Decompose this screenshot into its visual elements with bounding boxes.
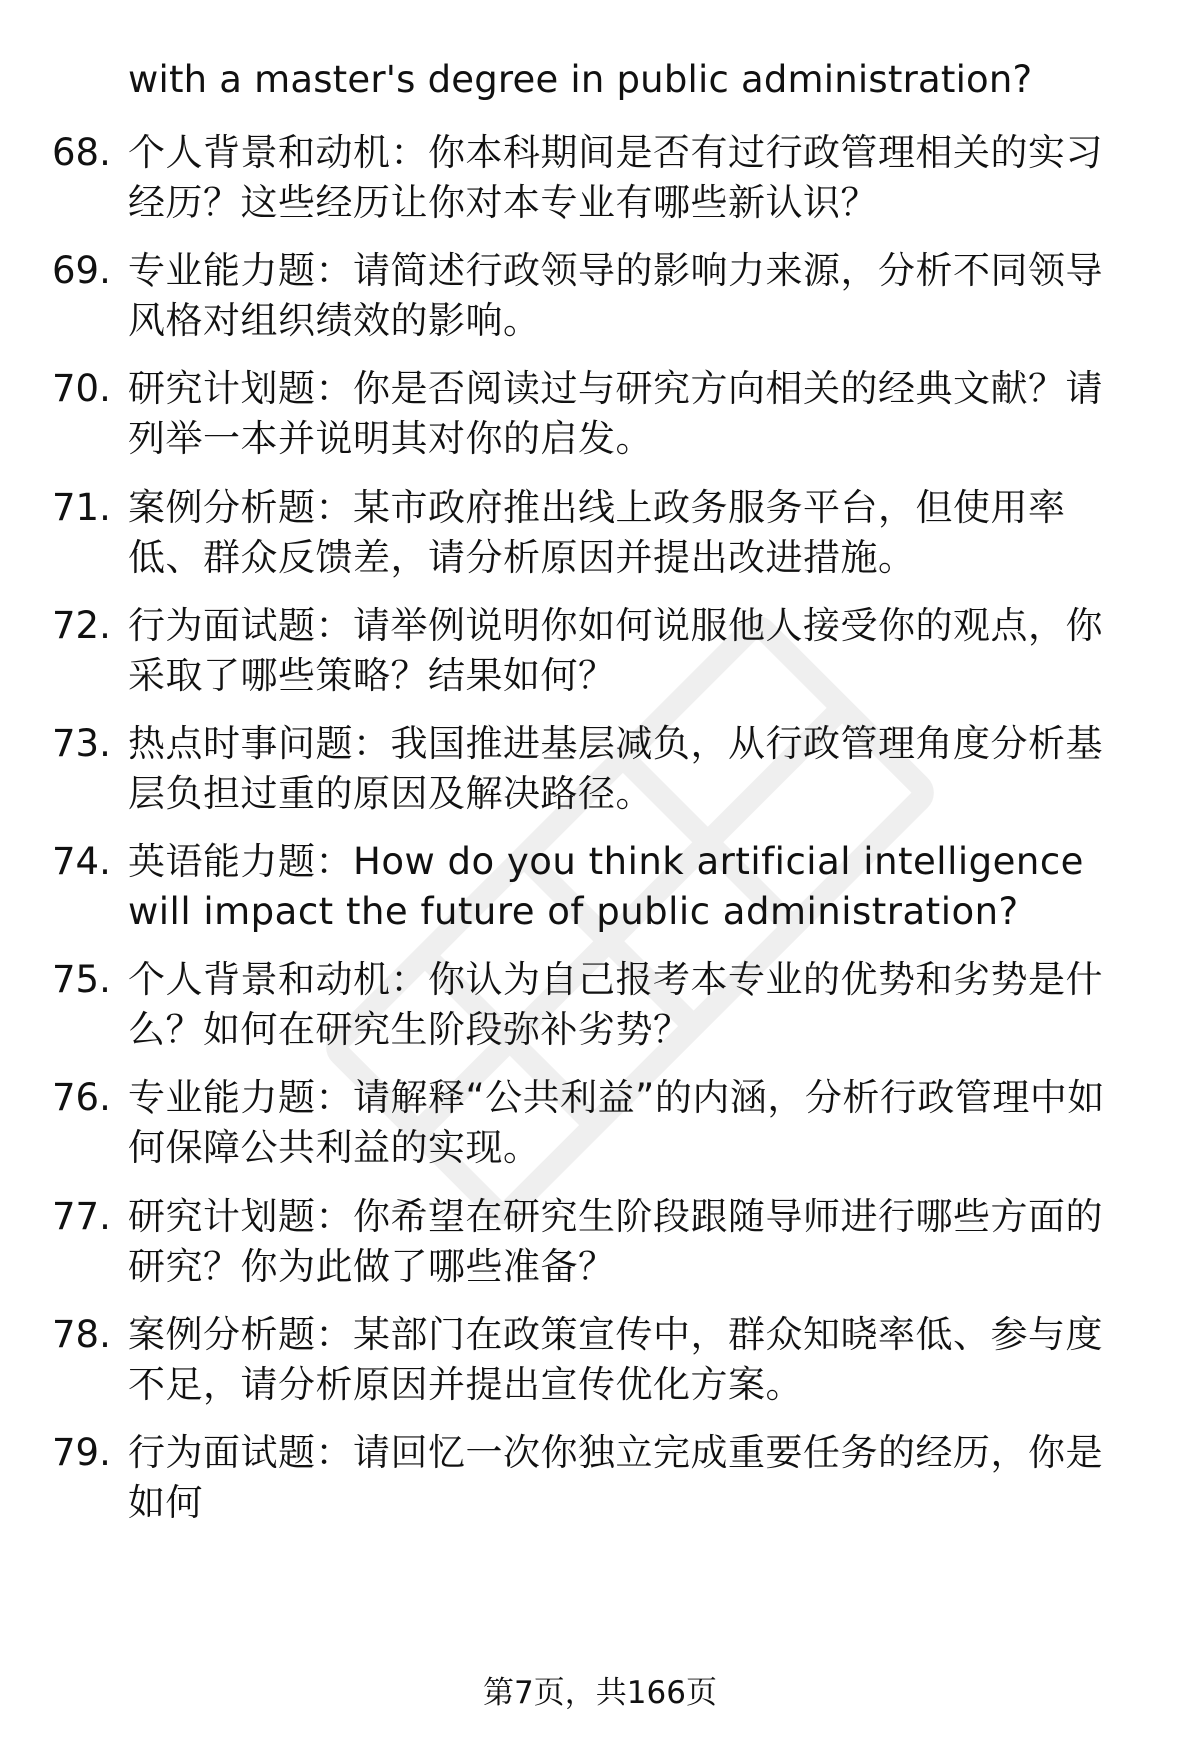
question-number: 78. bbox=[52, 1313, 111, 1356]
question-text: 研究计划题：你希望在研究生阶段跟随导师进行哪些方面的研究？你为此做了哪些准备？ bbox=[128, 1195, 1103, 1288]
question-number: 71. bbox=[52, 486, 111, 529]
question-text: 研究计划题：你是否阅读过与研究方向相关的经典文献？请列举一本并说明其对你的启发。 bbox=[128, 367, 1103, 460]
question-number: 75. bbox=[52, 958, 111, 1001]
question-text: 英语能力题：How do you think artificial intelligence will impact the future of public administration? bbox=[128, 840, 1084, 933]
question-number: 74. bbox=[52, 840, 111, 883]
page-footer: 第7页，共166页 bbox=[483, 1675, 717, 1711]
continued-question-text: with a master's degree in public administration? bbox=[128, 58, 1033, 101]
question-number: 72. bbox=[52, 604, 111, 647]
question-text: 案例分析题：某部门在政策宣传中，群众知晓率低、参与度不足，请分析原因并提出宣传优化方案。 bbox=[128, 1313, 1103, 1406]
question-text: 行为面试题：请回忆一次你独立完成重要任务的经历，你是如何 bbox=[128, 1431, 1103, 1524]
question-text: 个人背景和动机：你认为自己报考本专业的优势和劣势是什么？如何在研究生阶段弥补劣势？ bbox=[128, 958, 1103, 1051]
question-number: 79. bbox=[52, 1431, 111, 1474]
question-text: 专业能力题：请简述行政领导的影响力来源，分析不同领导风格对组织绩效的影响。 bbox=[128, 249, 1103, 342]
question-number: 68. bbox=[52, 131, 111, 174]
question-text: 专业能力题：请解释“公共利益”的内涵，分析行政管理中如何保障公共利益的实现。 bbox=[128, 1076, 1105, 1169]
question-text: 行为面试题：请举例说明你如何说服他人接受你的观点，你采取了哪些策略？结果如何？ bbox=[128, 604, 1103, 697]
question-number: 77. bbox=[52, 1195, 111, 1238]
question-number: 70. bbox=[52, 367, 111, 410]
question-number: 69. bbox=[52, 249, 111, 292]
question-number: 73. bbox=[52, 722, 111, 765]
question-number: 76. bbox=[52, 1076, 111, 1119]
question-text: 热点时事问题：我国推进基层减负，从行政管理角度分析基层负担过重的原因及解决路径。 bbox=[128, 722, 1103, 815]
question-text: 个人背景和动机：你本科期间是否有过行政管理相关的实习经历？这些经历让你对本专业有哪些新认识？ bbox=[128, 131, 1103, 224]
question-text: 案例分析题：某市政府推出线上政务服务平台，但使用率低、群众反馈差，请分析原因并提出改进措施。 bbox=[128, 486, 1066, 579]
